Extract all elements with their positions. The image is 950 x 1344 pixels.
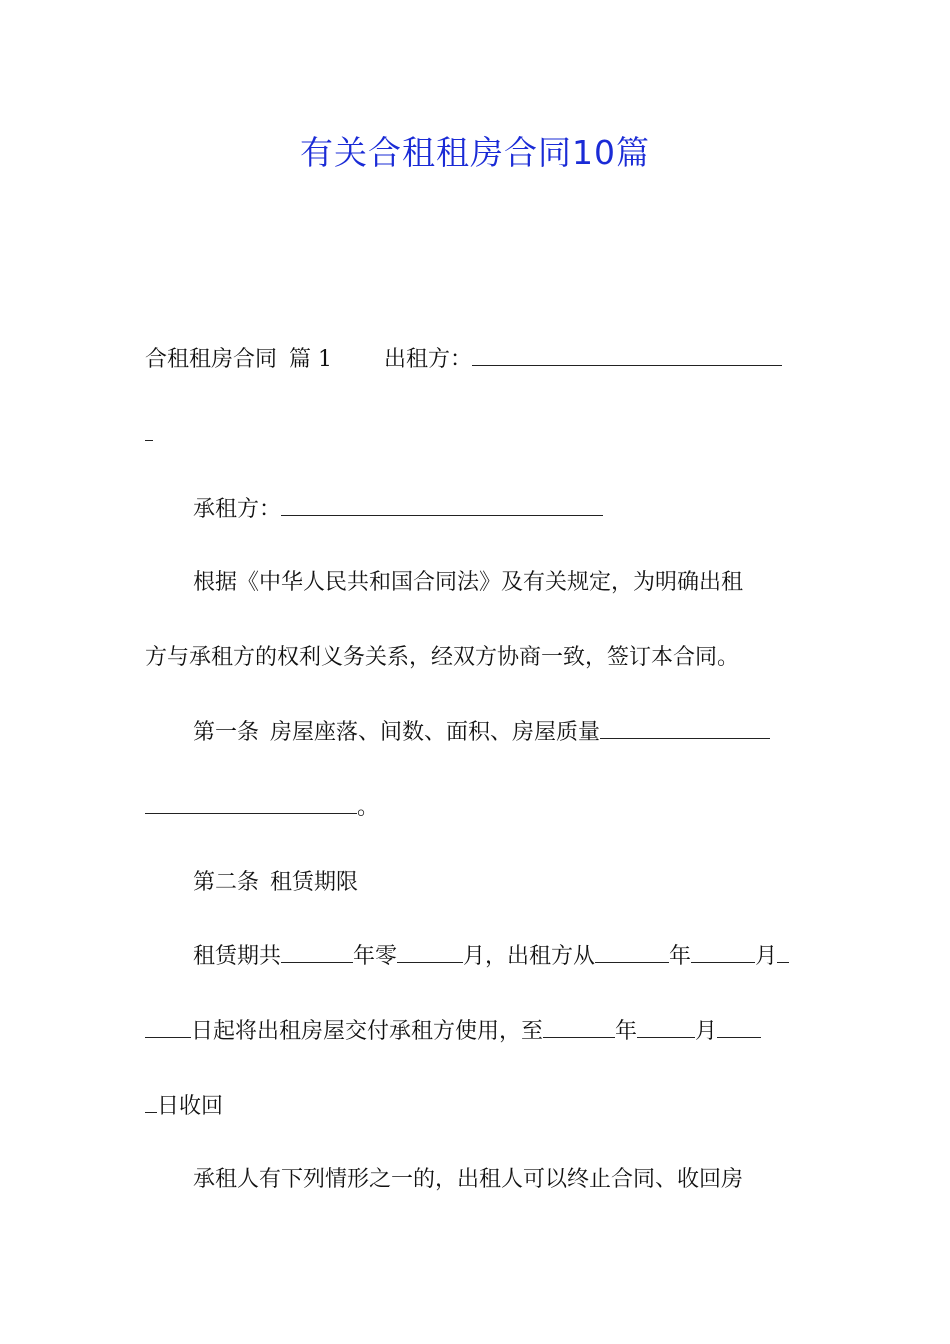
lessor-line <box>145 345 810 375</box>
lessor-blank-tail <box>145 420 153 441</box>
termination-paragraph-line-1: 承租人有下列情形之一的，出租人可以终止合同、收回房 <box>193 1167 744 1192</box>
term-text-g: 年 <box>615 1019 638 1044</box>
end-month-blank <box>637 1017 695 1038</box>
start-day-blank-tail <box>145 1017 191 1038</box>
article-1-line <box>145 718 858 748</box>
term-text-e: 月 <box>755 944 778 969</box>
article-2-label: 第二条 <box>193 870 260 895</box>
basis-paragraph-line-2: 方与承租方的权利义务关系，经双方协商一致，签订本合同。 <box>145 645 740 670</box>
term-text-a: 租赁期共 <box>193 944 282 969</box>
end-day-blank <box>717 1017 761 1038</box>
article-1-label: 第一条 <box>193 720 260 745</box>
article-1-blank <box>600 718 770 739</box>
lessor-blank <box>472 345 782 366</box>
contract-number: 篇 1 <box>289 347 333 372</box>
term-text-d: 年 <box>669 944 692 969</box>
article-1-end: 。 <box>357 795 380 820</box>
term-text-c: 月，出租方从 <box>463 944 596 969</box>
document-title: 有关合租租房合同10篇 <box>300 133 650 172</box>
article-2-line <box>145 868 858 898</box>
term-text-h: 月 <box>695 1019 718 1044</box>
article-1-text: 房屋座落、间数、面积、房屋质量 <box>270 720 601 745</box>
article-1-continuation <box>145 793 810 823</box>
term-line-3 <box>145 1092 810 1122</box>
lessee-line <box>145 495 858 525</box>
contract-heading: 合租租房合同 <box>145 347 278 372</box>
term-text-b: 年零 <box>353 944 398 969</box>
term-text-f: 日起将出租房屋交付承租方使用，至 <box>191 1019 544 1044</box>
end-day-blank-tail <box>145 1092 157 1113</box>
lessor-label: 出租方： <box>384 347 473 372</box>
term-years-blank <box>281 942 353 963</box>
lessee-blank <box>281 495 603 516</box>
end-year-blank <box>543 1017 615 1038</box>
start-month-blank <box>691 942 755 963</box>
start-day-blank <box>777 942 789 963</box>
term-line-2 <box>145 1017 810 1047</box>
term-text-i: 日收回 <box>157 1094 224 1119</box>
term-months-blank <box>397 942 463 963</box>
lessor-blank-continuation <box>145 420 810 450</box>
lessee-label: 承租方： <box>193 497 282 522</box>
basis-paragraph-line-1: 根据《中华人民共和国合同法》及有关规定，为明确出租 <box>193 570 744 595</box>
article-2-text: 租赁期限 <box>270 870 359 895</box>
article-1-blank-tail <box>145 793 357 814</box>
term-line-1 <box>145 942 858 972</box>
start-year-blank <box>595 942 669 963</box>
